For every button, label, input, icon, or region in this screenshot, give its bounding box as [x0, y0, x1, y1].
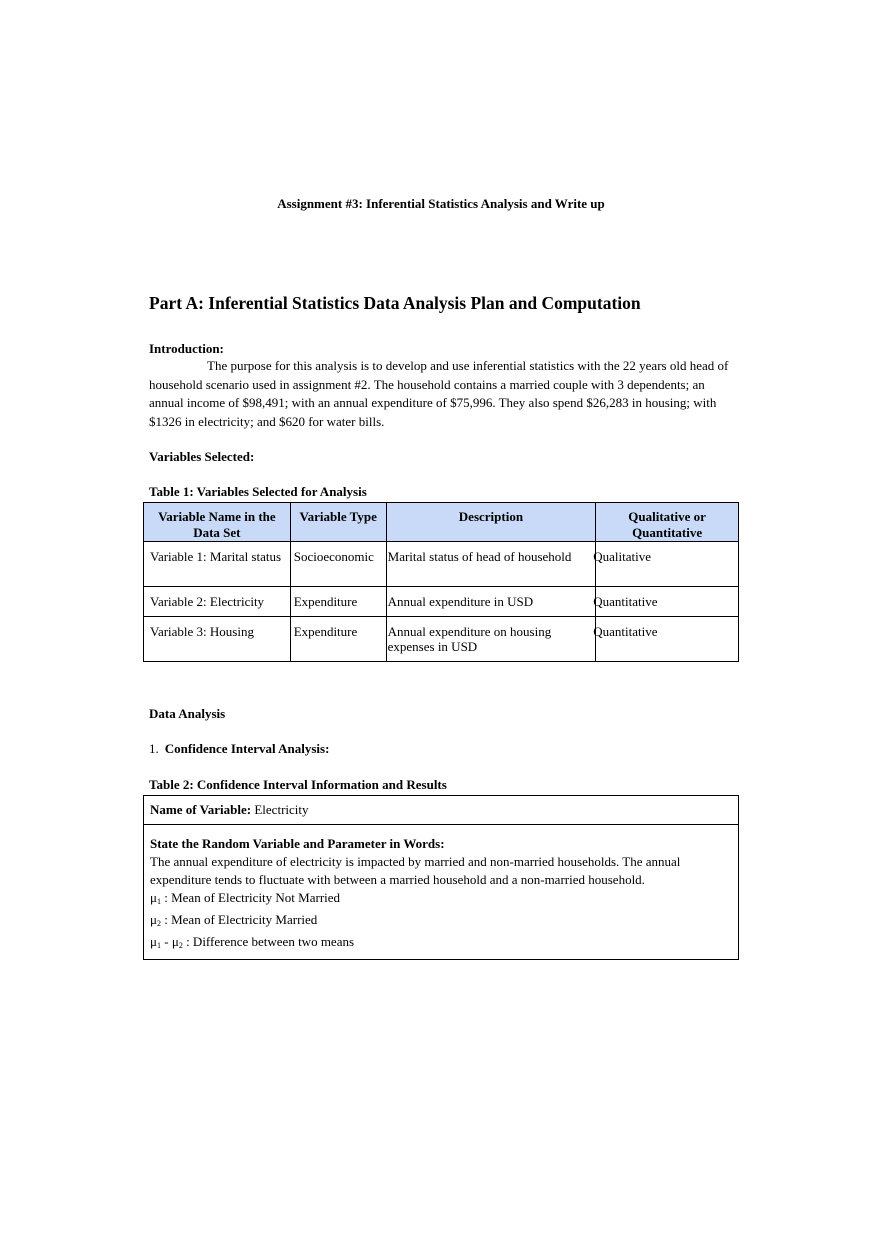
- table-cell: Socioeconomic: [290, 542, 386, 587]
- table1-header-qual-quant: Qualitative or Quantitative: [596, 503, 739, 542]
- document-title: Assignment #3: Inferential Statistics Analysis and Write up: [277, 196, 605, 211]
- table1-caption: Table 1: Variables Selected for Analysis: [149, 484, 367, 499]
- random-variable-text: The annual expenditure of electricity is impacted by married and non-married households. The annual expenditure tends to fluctuate with between a married household and a non-married household.: [150, 854, 681, 887]
- mu-symbol: μ: [171, 934, 179, 949]
- cell-text: Qualitative: [593, 549, 651, 564]
- table-cell: Annual expenditure on housing expenses in USD: [386, 617, 596, 662]
- table-cell: Variable 1: Marital status: [144, 542, 291, 587]
- table-cell: Marital status of head of household: [386, 542, 596, 587]
- mu-symbol: μ: [150, 912, 157, 927]
- minus-sign: -: [160, 934, 172, 949]
- table-cell: Expenditure: [290, 587, 386, 617]
- table-cell: [593, 587, 739, 617]
- table1-header-variable-type: Variable Type: [290, 503, 386, 542]
- variable-name-cell: [144, 796, 739, 825]
- mu-symbol: μ: [150, 934, 157, 949]
- subscript: 1: [156, 941, 161, 950]
- cell-text: Quantitative: [593, 594, 658, 609]
- subscript: 2: [178, 941, 183, 950]
- mu-symbol: μ: [150, 890, 157, 905]
- mu2-text: : Mean of Electricity Married: [160, 912, 318, 927]
- random-variable-cell: [144, 825, 739, 960]
- table-cell: Variable 3: Housing: [144, 617, 291, 662]
- variable-name-value: Electricity: [254, 802, 309, 817]
- confidence-interval-heading: [149, 741, 329, 757]
- variables-table: [143, 502, 739, 662]
- table-row: [144, 587, 739, 617]
- confidence-interval-title: Confidence Interval Analysis:: [164, 741, 330, 756]
- variable-name-label: Name of Variable:: [150, 802, 252, 817]
- table-row: [144, 542, 739, 587]
- table-row: [144, 825, 739, 960]
- table-cell: Annual expenditure in USD: [386, 587, 596, 617]
- table1-header-description: Description: [386, 503, 596, 542]
- mean-difference-definition: [150, 933, 732, 955]
- mu1-text: : Mean of Electricity Not Married: [160, 890, 341, 905]
- subscript: 1: [156, 897, 161, 906]
- random-variable-label: State the Random Variable and Parameter in Words:: [150, 836, 445, 851]
- table-row: [144, 617, 739, 662]
- table-cell: Variable 2: Electricity: [144, 587, 291, 617]
- table-row: [144, 796, 739, 825]
- data-analysis-heading: Data Analysis: [149, 706, 226, 721]
- table1-header-variable-name: Variable Name in the Data Set: [144, 503, 291, 542]
- list-number: 1.: [149, 741, 159, 756]
- table2-caption: Table 2: Confidence Interval Information and Results: [149, 777, 447, 792]
- variables-selected-heading: Variables Selected:: [149, 449, 255, 464]
- table-cell: [593, 617, 739, 662]
- mu2-definition: [150, 911, 732, 933]
- table-cell: Expenditure: [290, 617, 386, 662]
- introduction-paragraph: The purpose for this analysis is to develop and use inferential statistics with the 22 years old head of household scenario used in assignment #2. The household contains a married couple with 3 dependents; an annual income of $98,491; with an annual expenditure of $75,996. They also spend $26,283 in housing; with $1326 in electricity; and $620 for water bills.: [149, 358, 729, 429]
- table1-header-row: [144, 503, 739, 542]
- part-a-heading: Part A: Inferential Statistics Data Analysis Plan and Computation: [149, 293, 641, 313]
- confidence-interval-table: [143, 795, 739, 960]
- difference-text: : Difference between two means: [182, 934, 355, 949]
- cell-text: Quantitative: [593, 624, 658, 639]
- mu1-definition: [150, 889, 732, 911]
- subscript: 2: [156, 919, 161, 928]
- introduction-heading: Introduction:: [149, 341, 224, 356]
- table-cell: [593, 542, 739, 587]
